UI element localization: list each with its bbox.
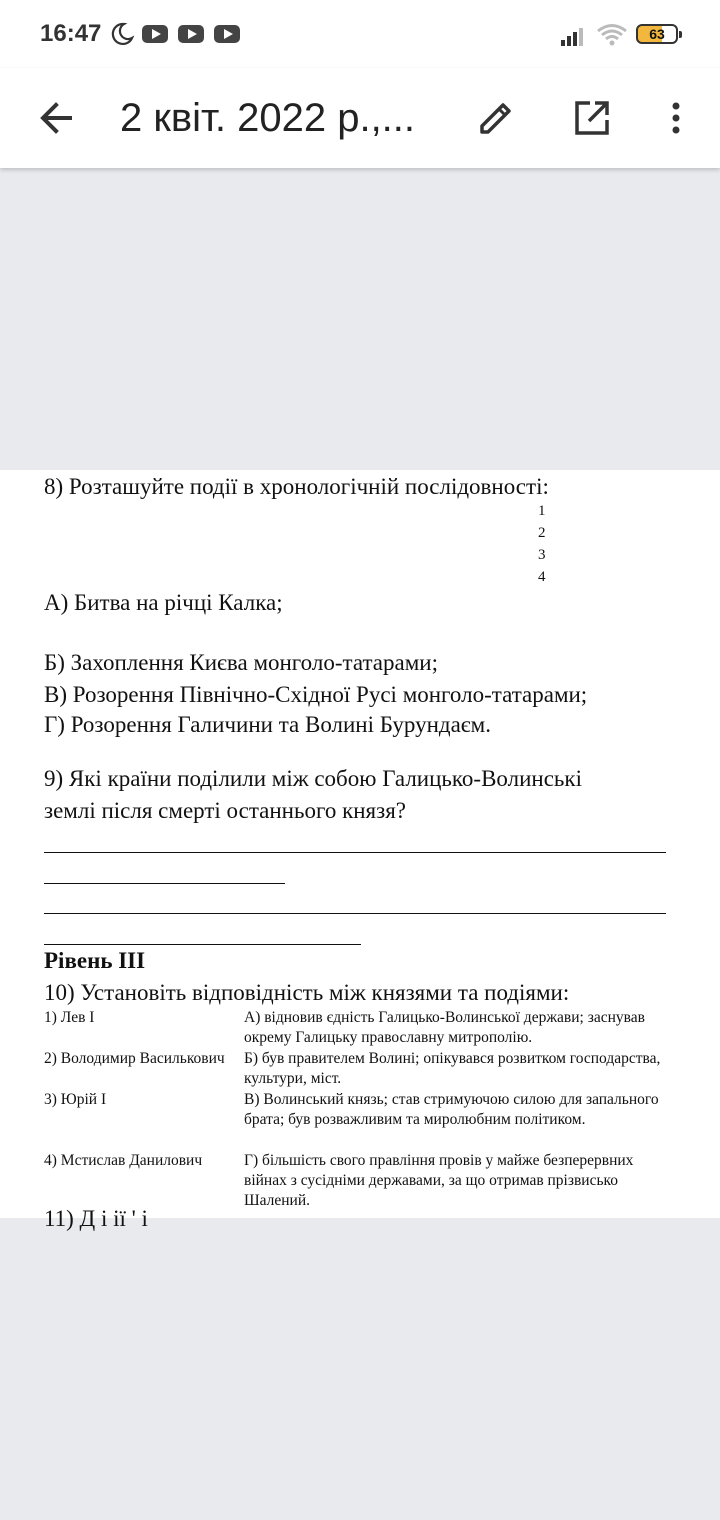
event-description: А) відновив єдність Галицько-Волинської держави; заснував окрему Галицьку православну митрополію. <box>244 1009 645 1046</box>
prince-name: 3) Юрій І <box>44 1091 107 1108</box>
moon-icon <box>110 22 134 46</box>
q8-item-b: Б) Захоплення Києва монголо-татарами; <box>44 650 438 675</box>
q8-item-c: В) Розорення Північно-Східної Русі монголо-татарами; <box>44 682 588 707</box>
back-arrow-icon <box>36 98 76 138</box>
answer-line <box>44 913 666 914</box>
youtube-icon <box>214 25 240 43</box>
youtube-icon <box>178 25 204 43</box>
question-9-line-1: 9) Які країни поділили між собою Галицько-Волинські <box>44 766 582 791</box>
question-8-title: 8) Розташуйте події в хронологічній послідовності: <box>44 474 549 499</box>
battery-icon <box>636 24 678 44</box>
prince-name: 2) Володимир Василькович <box>44 1050 225 1067</box>
event-description: В) Волинський князь; став стримуючою силою для запального брата; був розважливим та миролюбним політиком. <box>244 1091 659 1128</box>
answer-line <box>44 852 666 853</box>
event-description: Г) більшість свого правління провів у майже безперервних війнах з сусідніми державами, за що отримав прізвисько Шалений. <box>244 1152 634 1209</box>
order-number-1: 1 <box>538 503 546 519</box>
order-number-4: 4 <box>538 569 546 585</box>
status-bar <box>0 0 720 68</box>
signal-icon <box>560 24 588 46</box>
open-external-button[interactable] <box>562 88 622 148</box>
q8-item-a: А) Битва на річці Калка; <box>44 590 283 615</box>
prince-name: 4) Мстислав Данилович <box>44 1152 203 1169</box>
youtube-icon <box>142 25 168 43</box>
document-page[interactable] <box>0 470 720 1231</box>
file-title: 2 квіт. 2022 р.,... <box>120 96 416 140</box>
status-time: 16:47 <box>40 20 102 47</box>
more-vert-icon <box>666 98 686 138</box>
wifi-icon <box>596 22 628 48</box>
edit-pencil-icon <box>476 98 516 138</box>
app-bar <box>0 68 720 168</box>
event-description: Б) був правителем Волині; опікувався розвитком господарства, культури, міст. <box>244 1050 661 1087</box>
answer-line <box>44 944 361 945</box>
back-button[interactable] <box>26 88 86 148</box>
level-heading: Рівень ІІІ <box>44 948 146 973</box>
answer-line <box>44 883 285 884</box>
open-external-icon <box>572 98 612 138</box>
order-number-3: 3 <box>538 547 546 563</box>
q8-item-d: Г) Розорення Галичини та Волині Бурундаєм. <box>44 712 491 737</box>
edit-button[interactable] <box>466 88 526 148</box>
battery-level: 63 <box>649 26 665 42</box>
question-11-cut-off: 11) Д і ії ' і <box>44 1206 148 1231</box>
order-number-2: 2 <box>538 525 546 541</box>
question-10-title: 10) Установіть відповідність між князями та подіями: <box>44 980 570 1005</box>
question-9-line-2: землі після смерті останнього князя? <box>44 798 407 823</box>
prince-name: 1) Лев І <box>44 1009 95 1026</box>
more-options-button[interactable] <box>646 88 706 148</box>
